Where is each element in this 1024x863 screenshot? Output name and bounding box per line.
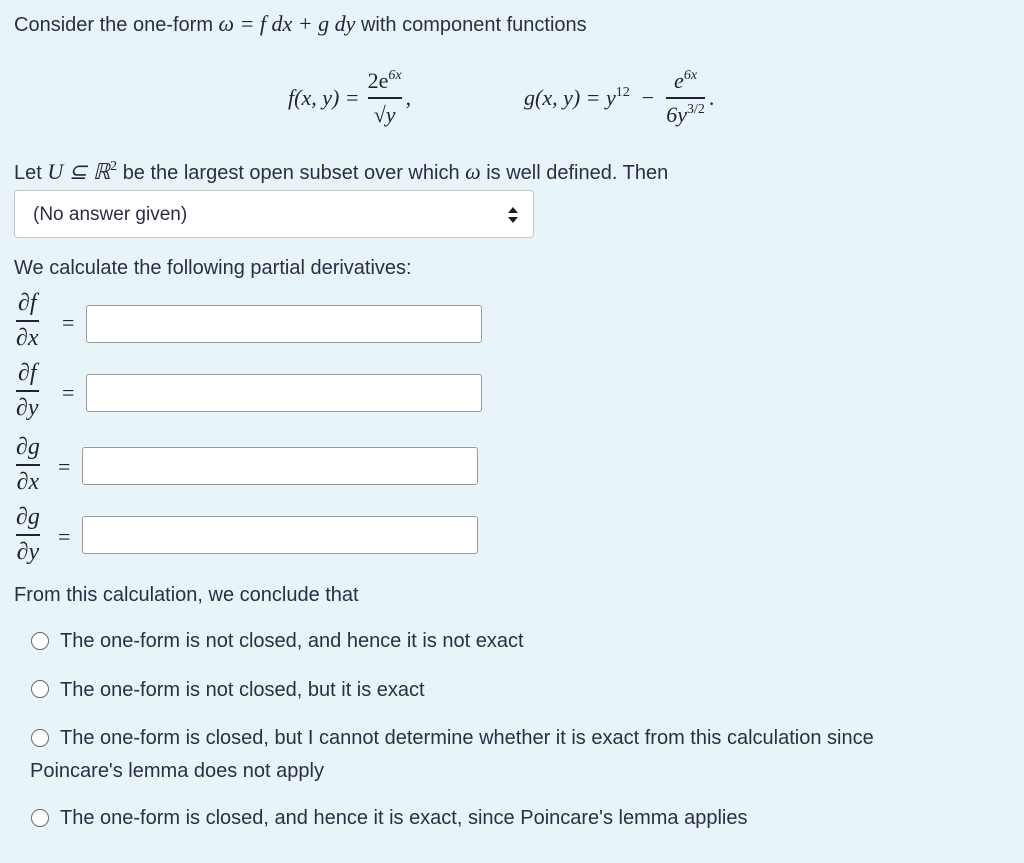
partial-fraction xyxy=(16,290,39,352)
g-numerator xyxy=(674,68,697,94)
partial-numerator: ∂f xyxy=(17,290,37,316)
partial-numerator: ∂f xyxy=(17,360,37,386)
f-numerator xyxy=(368,68,402,94)
intro-suffix: with component functions xyxy=(360,14,587,36)
domain-set-text: U ⊆ ℝ xyxy=(47,159,111,184)
partial-denominator: ∂y xyxy=(16,394,39,421)
domain-set-exp: 2 xyxy=(110,159,118,174)
f-num-exp: 6x xyxy=(388,68,402,84)
partial-fraction-bar xyxy=(16,320,39,322)
equals-sign: = xyxy=(62,310,75,335)
intro-line xyxy=(14,12,587,37)
g-fraction xyxy=(666,68,705,128)
partials-heading: We calculate the following partial derivatives: xyxy=(14,257,412,279)
f-trail: , xyxy=(405,85,412,110)
f-fraction-bar xyxy=(368,97,402,99)
dg-dy-input[interactable] xyxy=(82,516,478,554)
domain-omega: ω xyxy=(465,159,481,184)
g-lhs-exp: 12 xyxy=(615,85,630,100)
partial-fraction xyxy=(16,504,40,566)
partial-fraction-bar xyxy=(16,464,40,466)
f-num-coef: 2e xyxy=(367,68,389,94)
g-lhs-text: g(x, y) = y xyxy=(524,85,616,110)
partial-fraction-bar xyxy=(16,390,39,392)
partial-dg-dy xyxy=(16,504,40,566)
f-fraction xyxy=(368,68,402,128)
equals-sign: = xyxy=(58,454,71,479)
g-den-base: 6y xyxy=(666,101,687,127)
intro-formula: ω = f dx + g dy xyxy=(218,11,356,36)
partial-dg-dx xyxy=(16,434,40,496)
g-minus: − xyxy=(641,85,655,110)
domain-prefix: Let xyxy=(14,162,42,184)
g-num-exp: 6x xyxy=(683,68,698,84)
domain-suffix-a: be the largest open subset over which xyxy=(122,162,460,184)
option-4-label[interactable]: The one-form is closed, and hence it is exact, since Poincare's lemma applies xyxy=(60,807,748,829)
g-num-base: e xyxy=(674,68,684,94)
partial-fraction-bar xyxy=(16,534,40,536)
conclusion-heading: From this calculation, we conclude that xyxy=(14,584,359,606)
option-4-radio[interactable] xyxy=(31,809,49,827)
updown-arrows-icon xyxy=(507,205,519,225)
g-den-exp: 3/2 xyxy=(686,101,705,117)
intro-prefix: Consider the one-form xyxy=(14,14,213,36)
g-definition xyxy=(524,62,714,134)
option-3-radio[interactable] xyxy=(31,729,49,747)
option-3-label-line2[interactable]: Poincare's lemma does not apply xyxy=(30,760,324,782)
partial-df-dy xyxy=(16,360,39,422)
dg-dx-input[interactable] xyxy=(82,447,478,485)
f-definition xyxy=(288,62,411,134)
partial-df-dx xyxy=(16,290,39,352)
partial-denominator: ∂y xyxy=(16,538,40,565)
option-1-radio[interactable] xyxy=(31,632,49,650)
f-denominator: √y xyxy=(373,101,396,127)
equals-sign: = xyxy=(62,380,75,405)
partial-denominator: ∂x xyxy=(16,324,39,351)
f-lhs: f(x, y) = xyxy=(288,85,360,110)
df-dy-input[interactable] xyxy=(86,374,482,412)
partial-fraction xyxy=(16,434,40,496)
df-dx-input[interactable] xyxy=(86,305,482,343)
g-denominator xyxy=(666,102,705,128)
option-2-label[interactable]: The one-form is not closed, but it is exact xyxy=(60,679,425,701)
partial-numerator: ∂g xyxy=(16,504,40,530)
partial-fraction xyxy=(16,360,39,422)
domain-statement xyxy=(14,160,668,188)
domain-select-value: (No answer given) xyxy=(33,204,188,225)
domain-select[interactable] xyxy=(14,190,534,238)
option-2-radio[interactable] xyxy=(31,680,49,698)
g-fraction-bar xyxy=(666,97,705,99)
domain-suffix-b: is well defined. Then xyxy=(486,162,669,184)
option-3-label[interactable]: The one-form is closed, but I cannot determine whether it is exact from this calculation since xyxy=(60,727,874,749)
domain-set xyxy=(47,159,117,184)
equals-sign: = xyxy=(58,524,71,549)
g-trail: . xyxy=(708,85,715,110)
partial-denominator: ∂x xyxy=(16,468,40,495)
option-1-label[interactable]: The one-form is not closed, and hence it is not exact xyxy=(60,630,524,652)
g-lhs xyxy=(524,85,630,111)
partial-numerator: ∂g xyxy=(16,434,40,460)
